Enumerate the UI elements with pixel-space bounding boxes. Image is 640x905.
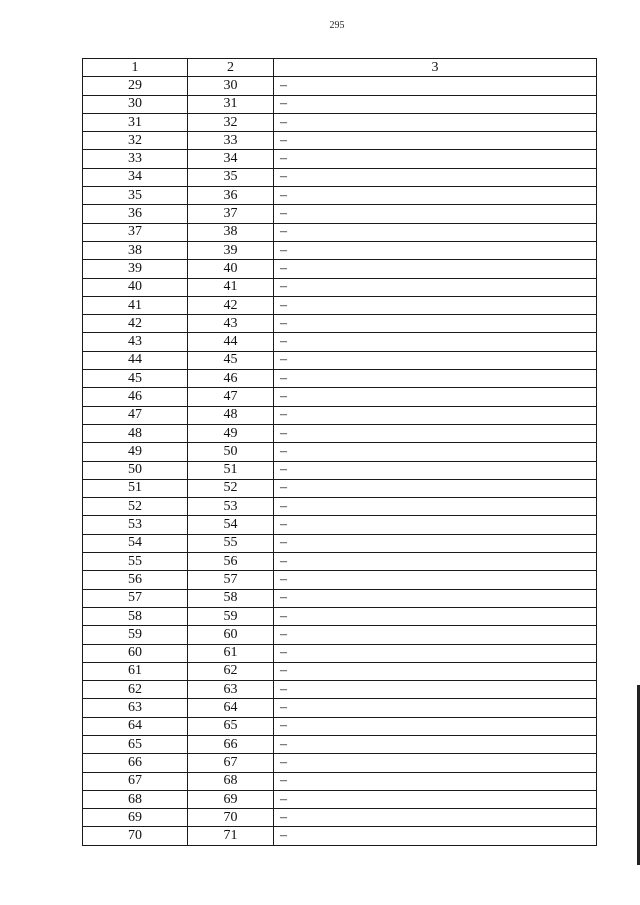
table-cell-col-2: 46 (188, 370, 274, 388)
table-cell-col-2: 69 (188, 790, 274, 808)
table-cell-col-1: 34 (83, 168, 188, 186)
table-cell-col-2: 70 (188, 809, 274, 827)
table-cell-col-3: – (274, 296, 597, 314)
table-cell-col-2: 49 (188, 424, 274, 442)
table-row (83, 205, 597, 223)
table-cell-col-2: 53 (188, 498, 274, 516)
table-cell-col-2: 34 (188, 150, 274, 168)
table-cell-col-1: 31 (83, 113, 188, 131)
table-cell-col-2: 39 (188, 241, 274, 259)
table-header (83, 59, 597, 77)
table-cell-col-2: 55 (188, 534, 274, 552)
table-row (83, 626, 597, 644)
table-cell-col-3: – (274, 735, 597, 753)
table-cell-col-2: 71 (188, 827, 274, 845)
table-cell-col-1: 45 (83, 370, 188, 388)
table-cell-col-2: 64 (188, 699, 274, 717)
table-row (83, 168, 597, 186)
table-cell-col-2: 45 (188, 351, 274, 369)
table-row (83, 754, 597, 772)
table-cell-col-2: 56 (188, 553, 274, 571)
table-cell-col-1: 63 (83, 699, 188, 717)
table-cell-col-2: 40 (188, 260, 274, 278)
data-table (82, 58, 597, 846)
table-cell-col-2: 35 (188, 168, 274, 186)
table-cell-col-1: 46 (83, 388, 188, 406)
table-cell-col-3: – (274, 809, 597, 827)
table-cell-col-2: 52 (188, 479, 274, 497)
table-cell-col-1: 59 (83, 626, 188, 644)
table-row (83, 735, 597, 753)
table-cell-col-2: 50 (188, 443, 274, 461)
table-cell-col-1: 61 (83, 662, 188, 680)
table-cell-col-2: 66 (188, 735, 274, 753)
table-cell-col-1: 39 (83, 260, 188, 278)
table-row (83, 534, 597, 552)
table-row (83, 790, 597, 808)
table-cell-col-3: – (274, 681, 597, 699)
table-cell-col-1: 56 (83, 571, 188, 589)
table-row (83, 516, 597, 534)
table-cell-col-1: 51 (83, 479, 188, 497)
table-cell-col-1: 33 (83, 150, 188, 168)
table-cell-col-3: – (274, 424, 597, 442)
table-cell-col-1: 60 (83, 644, 188, 662)
table-cell-col-2: 31 (188, 95, 274, 113)
table-row (83, 388, 597, 406)
table-cell-col-3: – (274, 516, 597, 534)
table-cell-col-3: – (274, 827, 597, 845)
table-cell-col-3: – (274, 662, 597, 680)
table-cell-col-2: 61 (188, 644, 274, 662)
table-cell-col-3: – (274, 772, 597, 790)
table-cell-col-2: 58 (188, 589, 274, 607)
table-cell-col-1: 49 (83, 443, 188, 461)
table-row (83, 315, 597, 333)
table-row (83, 351, 597, 369)
table-cell-col-1: 43 (83, 333, 188, 351)
table-cell-col-3: – (274, 571, 597, 589)
table-cell-col-2: 63 (188, 681, 274, 699)
table-cell-col-1: 58 (83, 607, 188, 625)
table-cell-col-3: – (274, 479, 597, 497)
table-cell-col-2: 32 (188, 113, 274, 131)
table-cell-col-2: 48 (188, 406, 274, 424)
table-row (83, 553, 597, 571)
table-cell-col-1: 42 (83, 315, 188, 333)
table-cell-col-1: 50 (83, 461, 188, 479)
table-cell-col-1: 66 (83, 754, 188, 772)
table-cell-col-2: 42 (188, 296, 274, 314)
table-cell-col-1: 37 (83, 223, 188, 241)
table-cell-col-3: – (274, 315, 597, 333)
table-cell-col-1: 62 (83, 681, 188, 699)
table-row (83, 461, 597, 479)
table-cell-col-2: 37 (188, 205, 274, 223)
table-row (83, 113, 597, 131)
table-cell-col-1: 40 (83, 278, 188, 296)
table-cell-col-3: – (274, 77, 597, 95)
table-row (83, 571, 597, 589)
table-row (83, 424, 597, 442)
table-row (83, 607, 597, 625)
table-cell-col-3: – (274, 388, 597, 406)
table-cell-col-1: 64 (83, 717, 188, 735)
table-cell-col-3: – (274, 717, 597, 735)
table-cell-col-2: 41 (188, 278, 274, 296)
table-cell-col-3: – (274, 406, 597, 424)
table-row (83, 644, 597, 662)
table-row (83, 187, 597, 205)
table-cell-col-3: – (274, 168, 597, 186)
table-cell-col-2: 62 (188, 662, 274, 680)
table-cell-col-1: 48 (83, 424, 188, 442)
table-row (83, 662, 597, 680)
table-cell-col-1: 68 (83, 790, 188, 808)
table-cell-col-3: – (274, 607, 597, 625)
table-cell-col-3: – (274, 278, 597, 296)
column-header-1: 1 (83, 59, 188, 77)
table-cell-col-1: 38 (83, 241, 188, 259)
table-cell-col-2: 30 (188, 77, 274, 95)
table-row (83, 406, 597, 424)
table-row (83, 370, 597, 388)
table-row (83, 241, 597, 259)
page-number: 295 (329, 20, 345, 31)
table-cell-col-1: 70 (83, 827, 188, 845)
table-row (83, 223, 597, 241)
table-row (83, 443, 597, 461)
table-cell-col-2: 33 (188, 132, 274, 150)
table-cell-col-1: 67 (83, 772, 188, 790)
table-body (83, 77, 597, 845)
table-cell-col-1: 44 (83, 351, 188, 369)
table-cell-col-3: – (274, 589, 597, 607)
table-cell-col-3: – (274, 443, 597, 461)
table-cell-col-1: 55 (83, 553, 188, 571)
table-cell-col-3: – (274, 370, 597, 388)
table-cell-col-2: 59 (188, 607, 274, 625)
table-row (83, 498, 597, 516)
table-cell-col-3: – (274, 461, 597, 479)
table-cell-col-3: – (274, 95, 597, 113)
table-cell-col-2: 36 (188, 187, 274, 205)
table-row (83, 699, 597, 717)
table-cell-col-3: – (274, 150, 597, 168)
table-row (83, 132, 597, 150)
table-cell-col-1: 65 (83, 735, 188, 753)
column-header-3: 3 (274, 59, 597, 77)
table-cell-col-1: 41 (83, 296, 188, 314)
table-cell-col-3: – (274, 132, 597, 150)
table-row (83, 827, 597, 845)
table-row (83, 296, 597, 314)
table-cell-col-2: 60 (188, 626, 274, 644)
table-cell-col-1: 29 (83, 77, 188, 95)
table-cell-col-3: – (274, 205, 597, 223)
column-header-2: 2 (188, 59, 274, 77)
table-cell-col-3: – (274, 260, 597, 278)
table-row (83, 95, 597, 113)
table-cell-col-2: 51 (188, 461, 274, 479)
table-cell-col-2: 38 (188, 223, 274, 241)
table-cell-col-3: – (274, 351, 597, 369)
table-cell-col-1: 35 (83, 187, 188, 205)
table-row (83, 479, 597, 497)
table-cell-col-3: – (274, 498, 597, 516)
table-cell-col-2: 57 (188, 571, 274, 589)
table-cell-col-2: 65 (188, 717, 274, 735)
table-cell-col-2: 43 (188, 315, 274, 333)
table-cell-col-2: 67 (188, 754, 274, 772)
table-cell-col-3: – (274, 754, 597, 772)
table-row (83, 717, 597, 735)
table-row (83, 260, 597, 278)
table-cell-col-1: 52 (83, 498, 188, 516)
table-cell-col-2: 54 (188, 516, 274, 534)
table-cell-col-3: – (274, 223, 597, 241)
table-row (83, 681, 597, 699)
table-cell-col-3: – (274, 790, 597, 808)
table-cell-col-1: 69 (83, 809, 188, 827)
table-cell-col-2: 44 (188, 333, 274, 351)
table-cell-col-1: 54 (83, 534, 188, 552)
table-row (83, 772, 597, 790)
table-row (83, 589, 597, 607)
table-cell-col-2: 68 (188, 772, 274, 790)
table-cell-col-1: 47 (83, 406, 188, 424)
table-cell-col-3: – (274, 644, 597, 662)
table-cell-col-1: 57 (83, 589, 188, 607)
table-cell-col-3: – (274, 626, 597, 644)
table-row (83, 809, 597, 827)
table-cell-col-3: – (274, 187, 597, 205)
table-cell-col-3: – (274, 113, 597, 131)
table-cell-col-3: – (274, 553, 597, 571)
table-cell-col-3: – (274, 241, 597, 259)
table-row (83, 77, 597, 95)
header-row (83, 59, 597, 77)
table-cell-col-1: 30 (83, 95, 188, 113)
table-cell-col-2: 47 (188, 388, 274, 406)
table-cell-col-1: 53 (83, 516, 188, 534)
table-cell-col-3: – (274, 699, 597, 717)
table-cell-col-1: 32 (83, 132, 188, 150)
table-cell-col-3: – (274, 534, 597, 552)
table-row (83, 333, 597, 351)
table-cell-col-1: 36 (83, 205, 188, 223)
table-row (83, 278, 597, 296)
table-cell-col-3: – (274, 333, 597, 351)
table-row (83, 150, 597, 168)
